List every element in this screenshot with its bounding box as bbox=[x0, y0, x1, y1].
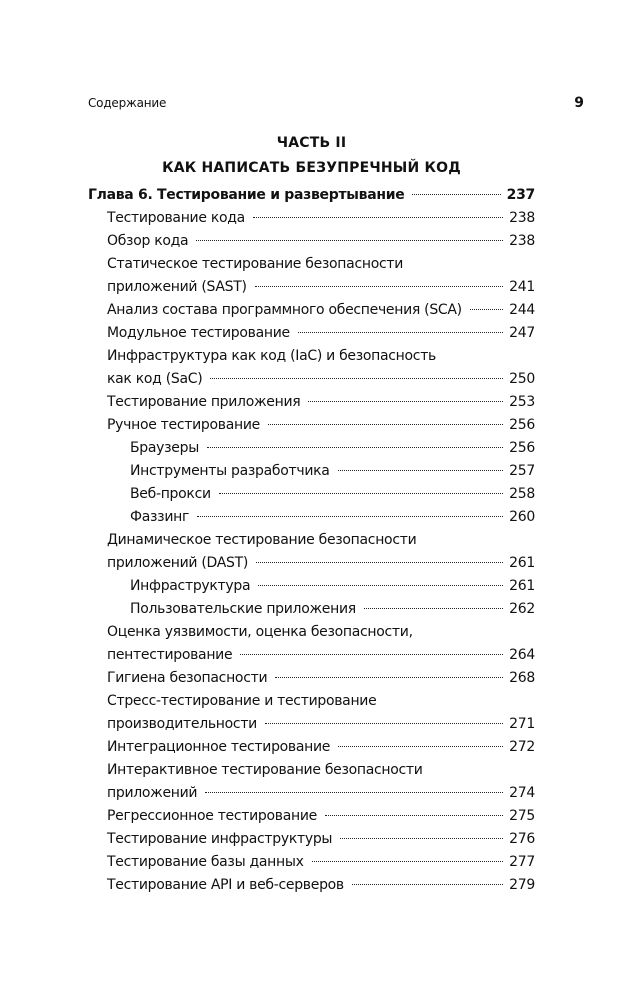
toc-entry bbox=[88, 345, 535, 368]
toc-entry bbox=[88, 437, 535, 460]
dot-leader bbox=[256, 562, 503, 563]
toc-entry bbox=[88, 736, 535, 759]
toc-entry-page: 261 bbox=[509, 578, 535, 594]
toc-entry-page: 262 bbox=[509, 601, 535, 617]
page-number: 9 bbox=[574, 95, 584, 111]
toc-entry-title: как код (SaC) bbox=[107, 371, 203, 387]
toc-entry-page: 241 bbox=[509, 279, 535, 295]
toc-entry-page: 271 bbox=[509, 716, 535, 732]
dot-leader bbox=[210, 378, 503, 379]
toc-entry-page: 275 bbox=[509, 808, 535, 824]
toc-entry bbox=[88, 598, 535, 621]
toc-entry bbox=[88, 529, 535, 552]
toc-entry bbox=[88, 805, 535, 828]
toc-entry-title: Веб-прокси bbox=[130, 486, 211, 502]
dot-leader bbox=[338, 470, 503, 471]
toc-chapter-entry bbox=[88, 184, 535, 207]
toc-entry bbox=[88, 368, 535, 391]
toc-entry-page: 257 bbox=[509, 463, 535, 479]
toc-entry-title: Интеграционное тестирование bbox=[107, 739, 331, 755]
dot-leader bbox=[197, 516, 503, 517]
part-title: КАК НАПИСАТЬ БЕЗУПРЕЧНЫЙ КОД bbox=[162, 160, 461, 176]
toc-entry-title: Ручное тестирование bbox=[107, 417, 260, 433]
dot-leader bbox=[205, 792, 503, 793]
part-label: ЧАСТЬ II bbox=[276, 135, 347, 151]
toc-entry-page: 272 bbox=[509, 739, 535, 755]
toc-entry-title: Тестирование API и веб-серверов bbox=[107, 877, 344, 893]
dot-leader bbox=[253, 217, 503, 218]
toc-entry-title: Анализ состава программного обеспечения (SCA) bbox=[107, 302, 462, 318]
toc-entry-page: 244 bbox=[509, 302, 535, 318]
dot-leader bbox=[275, 677, 503, 678]
toc-entry-title: Статическое тестирование безопасности bbox=[107, 256, 404, 272]
dot-leader bbox=[470, 309, 503, 310]
dot-leader bbox=[240, 654, 503, 655]
toc-entry-title: Обзор кода bbox=[107, 233, 189, 249]
toc-entry-title: Тестирование инфраструктуры bbox=[107, 831, 333, 847]
toc-entry-title: Пользовательские приложения bbox=[130, 601, 356, 617]
toc-entry-page: 276 bbox=[509, 831, 535, 847]
table-of-contents bbox=[88, 184, 535, 897]
toc-entry bbox=[88, 690, 535, 713]
dot-leader bbox=[325, 815, 503, 816]
toc-entry bbox=[88, 391, 535, 414]
toc-entry bbox=[88, 276, 535, 299]
dot-leader bbox=[255, 286, 503, 287]
toc-entry-title: Гигиена безопасности bbox=[107, 670, 268, 686]
dot-leader bbox=[340, 838, 503, 839]
toc-entry-title: Интерактивное тестирование безопасности bbox=[107, 762, 423, 778]
toc-entry bbox=[88, 851, 535, 874]
dot-leader bbox=[298, 332, 503, 333]
toc-entry-page: 256 bbox=[509, 417, 535, 433]
toc-entry-page: 250 bbox=[509, 371, 535, 387]
toc-entry bbox=[88, 828, 535, 851]
toc-entry bbox=[88, 506, 535, 529]
toc-entry-page: 247 bbox=[509, 325, 535, 341]
toc-entry-title: пентестирование bbox=[107, 647, 233, 663]
dot-leader bbox=[312, 861, 503, 862]
toc-entry-page: 238 bbox=[509, 210, 535, 226]
toc-entry-title: Тестирование приложения bbox=[107, 394, 301, 410]
dot-leader bbox=[258, 585, 503, 586]
toc-entry-page: 237 bbox=[506, 187, 535, 203]
toc-entry bbox=[88, 575, 535, 598]
toc-entry bbox=[88, 460, 535, 483]
dot-leader bbox=[219, 493, 503, 494]
toc-entry-page: 261 bbox=[509, 555, 535, 571]
toc-entry-page: 279 bbox=[509, 877, 535, 893]
toc-entry bbox=[88, 253, 535, 276]
toc-entry bbox=[88, 644, 535, 667]
dot-leader bbox=[308, 401, 503, 402]
toc-entry-page: 260 bbox=[509, 509, 535, 525]
toc-entry bbox=[88, 483, 535, 506]
toc-entry-title: Стресс-тестирование и тестирование bbox=[107, 693, 377, 709]
toc-entry bbox=[88, 207, 535, 230]
toc-entry bbox=[88, 782, 535, 805]
toc-entry-title: производительности bbox=[107, 716, 257, 732]
running-header-title: Содержание bbox=[88, 96, 167, 110]
dot-leader bbox=[412, 194, 500, 195]
dot-leader bbox=[338, 746, 503, 747]
toc-entry bbox=[88, 414, 535, 437]
toc-entry-page: 256 bbox=[509, 440, 535, 456]
dot-leader bbox=[268, 424, 503, 425]
dot-leader bbox=[364, 608, 503, 609]
dot-leader bbox=[265, 723, 503, 724]
toc-entry-title: Инструменты разработчика bbox=[130, 463, 330, 479]
toc-entry-page: 274 bbox=[509, 785, 535, 801]
dot-leader bbox=[207, 447, 503, 448]
toc-entry-title: Инфраструктура bbox=[130, 578, 251, 594]
toc-entry-title: Тестирование базы данных bbox=[107, 854, 304, 870]
toc-entry-page: 268 bbox=[509, 670, 535, 686]
toc-entry-page: 264 bbox=[509, 647, 535, 663]
toc-entry-title: Глава 6. Тестирование и развертывание bbox=[88, 187, 405, 203]
toc-entry bbox=[88, 759, 535, 782]
toc-entry-title: Модульное тестирование bbox=[107, 325, 290, 341]
toc-entry bbox=[88, 552, 535, 575]
toc-entry-title: Регрессионное тестирование bbox=[107, 808, 317, 824]
toc-entry-title: Браузеры bbox=[130, 440, 199, 456]
toc-entry bbox=[88, 299, 535, 322]
running-header bbox=[88, 95, 584, 111]
toc-entry-title: Динамическое тестирование безопасности bbox=[107, 532, 417, 548]
toc-entry bbox=[88, 667, 535, 690]
toc-entry-title: приложений bbox=[107, 785, 198, 801]
toc-entry bbox=[88, 230, 535, 253]
toc-entry-title: Оценка уязвимости, оценка безопасности, bbox=[107, 624, 413, 640]
toc-entry bbox=[88, 621, 535, 644]
toc-entry-title: приложений (SAST) bbox=[107, 279, 247, 295]
dot-leader bbox=[196, 240, 503, 241]
toc-entry-title: Инфраструктура как код (IaC) и безопасность bbox=[107, 348, 437, 364]
toc-entry-page: 238 bbox=[509, 233, 535, 249]
toc-entry bbox=[88, 322, 535, 345]
toc-entry-page: 253 bbox=[509, 394, 535, 410]
toc-entry-title: приложений (DAST) bbox=[107, 555, 249, 571]
toc-entry-title: Фаззинг bbox=[130, 509, 190, 525]
toc-entry bbox=[88, 874, 535, 897]
toc-entry-page: 258 bbox=[509, 486, 535, 502]
toc-entry-page: 277 bbox=[509, 854, 535, 870]
toc-entry bbox=[88, 713, 535, 736]
toc-entry-title: Тестирование кода bbox=[107, 210, 245, 226]
dot-leader bbox=[352, 884, 503, 885]
